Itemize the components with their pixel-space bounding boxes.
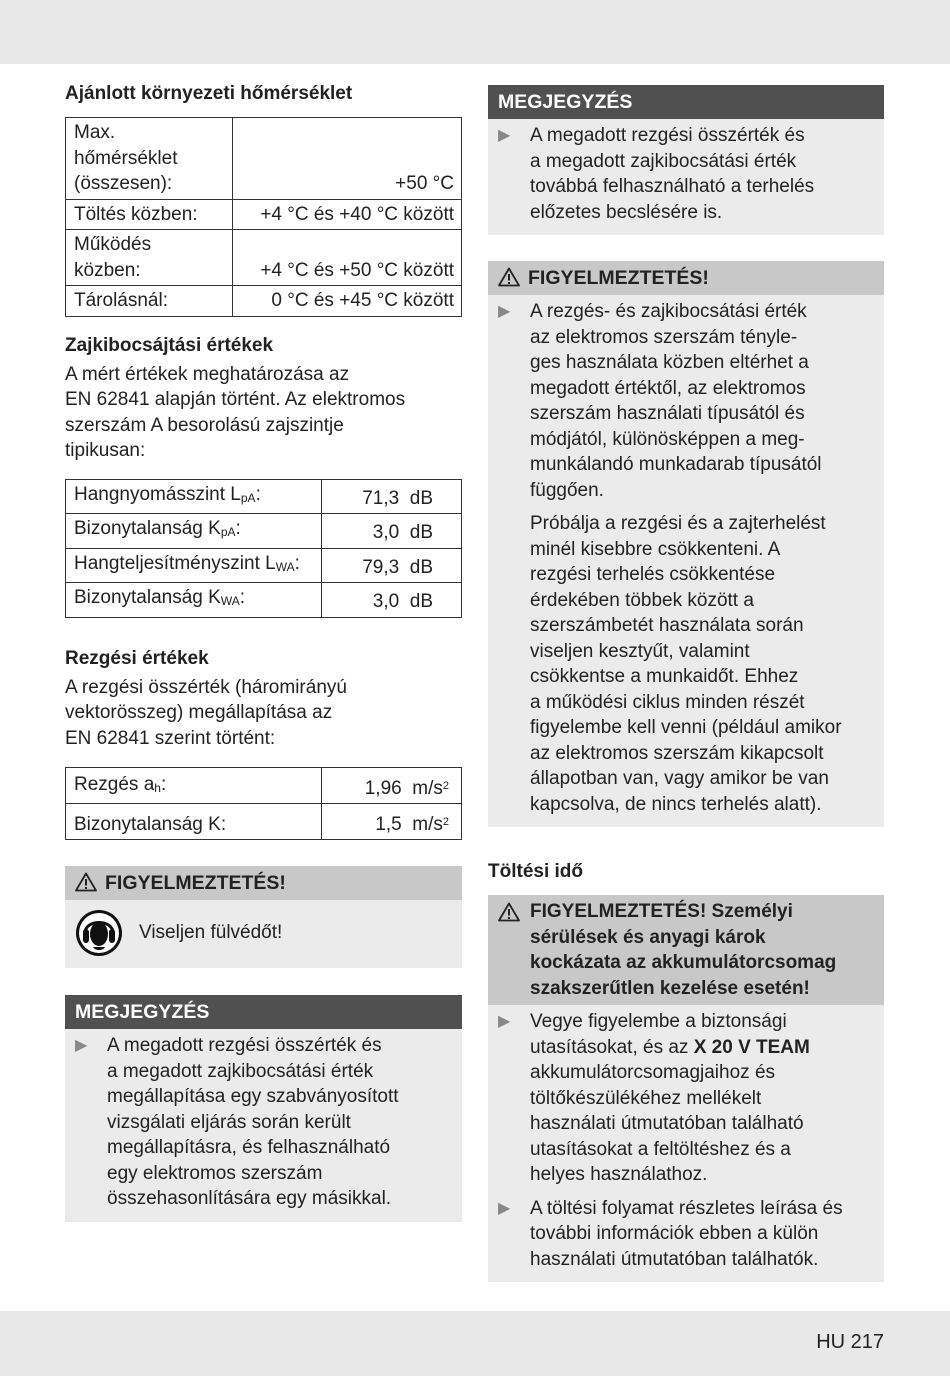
warning-body — [488, 295, 884, 827]
warning-header — [65, 866, 462, 900]
warning-text: A töltési folyamat részletes leírása és további információk ebben a külön használati útmutatóban találhatók. — [530, 1197, 843, 1270]
noise-table — [65, 479, 462, 618]
temperature-heading: Ajánlott környezeti hőmérséklet — [65, 83, 353, 104]
warning-title: FIGYELMEZTETÉS! — [528, 267, 709, 289]
note-text: A megadott rezgési összérték és a megadott zajkibocsátási érték megállapítása egy szabványosított vizsgálati eljárás során került megállapításra, és felhasználható egy elektromos szerszám összehasonlítására egy másikkal. — [107, 1035, 399, 1209]
warning-triangle-icon — [498, 267, 520, 287]
warning-body — [488, 1005, 884, 1282]
temp-label: Működés közben: — [66, 230, 233, 286]
arrow-bullet-icon: ▶ — [498, 303, 511, 320]
arrow-bullet-icon: ▶ — [498, 1199, 511, 1217]
noise-value: 3,0 dB — [322, 514, 462, 549]
temp-value: +50 °C — [233, 118, 462, 200]
warning-header — [488, 895, 884, 1005]
list-item — [498, 1009, 876, 1188]
page-number: HU 217 — [816, 1331, 884, 1353]
arrow-bullet-icon: ▶ — [498, 127, 511, 144]
temp-label: Max. hőmérséklet (összesen): — [66, 118, 233, 200]
table-row — [66, 286, 462, 317]
noise-value: 3,0 dB — [322, 583, 462, 618]
table-row — [66, 583, 462, 618]
warning-paragraph: Próbálja a rezgési és a zajterhelést minél kisebbre csökkenteni. A rezgési terhelés csökkentése érdekében többek között a szerszámbetét használata során viseljen kesztyűt, valamint csökkentse a munkaidőt. Ehhez a működési ciklus minden részét figyelembe kell venni (például amikor az elektromos szerszám kikapcsolt állapotban van, vagy amikor be van kapcsolva, de nincs terhelés alatt). — [530, 513, 842, 815]
right-column — [488, 85, 884, 1282]
warning-text: A rezgés- és zajkibocsátási érték az elektromos szerszám tényle- ges használata közben eltérhet a megadott értéktől, az elektromos szerszám használati típusától és módjától, különösképpen a meg- munkálandó munkadarab típusától függően. — [530, 301, 822, 501]
warning-box-vibration — [488, 261, 884, 827]
temp-value: +4 °C és +40 °C között — [233, 199, 462, 230]
warning-triangle-icon — [75, 872, 97, 892]
list-item — [75, 1033, 454, 1212]
left-column — [65, 80, 462, 1222]
note-box-right — [488, 85, 884, 235]
warning-body — [65, 900, 462, 968]
vibration-label: Bizonytalanság K: — [66, 804, 322, 840]
noise-label: Bizonytalanság $K_{pA}$: — [66, 514, 322, 549]
ear-protection-icon — [75, 909, 123, 957]
arrow-bullet-icon: ▶ — [75, 1037, 88, 1054]
table-row — [66, 230, 462, 286]
temp-label: Tárolásnál: — [66, 286, 233, 317]
temp-value: 0 °C és +45 °C között — [233, 286, 462, 317]
note-body — [65, 1029, 462, 1222]
noise-label: Hangnyomásszint $L_{pA}$: — [66, 479, 322, 514]
vibration-value: 1,96 $m/s^2$ — [322, 768, 462, 804]
noise-label: Bizonytalanság $K_{WA}$: — [66, 583, 322, 618]
warning-text: Vegye figyelembe a biztonsági utasításokat, és az X 20 V TEAM akkumulátorcsomagjaihoz és töltőkészülékéhez mellékelt használati útmutatóban található utasításokat a feltöltéshez és a helyes használathoz. — [530, 1011, 810, 1185]
warning-box-ear — [65, 866, 462, 968]
table-row — [66, 514, 462, 549]
table-row — [66, 548, 462, 583]
noise-heading: Zajkibocsájtási értékek — [65, 334, 274, 356]
note-header: MEGJEGYZÉS — [65, 995, 462, 1029]
list-item — [498, 1196, 876, 1273]
table-row — [66, 768, 462, 804]
vibration-table — [65, 767, 462, 840]
noise-value: 79,3 dB — [322, 548, 462, 583]
vibration-value: 1,5 $m/s^2$ — [322, 804, 462, 840]
note-header: MEGJEGYZÉS — [488, 85, 884, 119]
warning-title: FIGYELMEZTETÉS! Személyi sérülések és anyagi károk kockázata az akkumulátorcsomag szakszerűtlen kezelése esetén! — [530, 901, 837, 999]
warning-text: Viseljen fülvédőt! — [139, 922, 283, 943]
vibration-label: Rezgés $a_h$: — [66, 768, 322, 804]
footer-band — [0, 1311, 950, 1376]
noise-text: A mért értékek meghatározása az EN 62841 alapján történt. Az elektromos szerszám A besorolású zajszintje tipikusan: — [65, 363, 406, 461]
warning-box-battery — [488, 895, 884, 1282]
noise-label: Hangteljesítményszint $L_{WA}$: — [66, 548, 322, 583]
temp-value: +4 °C és +50 °C között — [233, 230, 462, 286]
noise-value: 71,3 dB — [322, 479, 462, 514]
warning-title: FIGYELMEZTETÉS! — [105, 872, 286, 894]
charging-time-heading: Töltési idő — [488, 861, 583, 882]
warning-header — [488, 261, 884, 295]
arrow-bullet-icon: ▶ — [498, 1013, 511, 1030]
list-item — [498, 123, 876, 225]
table-row — [66, 804, 462, 840]
table-row — [66, 479, 462, 514]
temp-label: Töltés közben: — [66, 199, 233, 230]
note-text: A megadott rezgési összérték és a megadott zajkibocsátási érték továbbá felhasználható a terhelés előzetes becslésére is. — [530, 125, 815, 223]
note-box-left — [65, 995, 462, 1222]
note-body — [488, 119, 884, 235]
header-band — [0, 0, 950, 64]
temperature-table — [65, 117, 462, 317]
vibration-heading: Rezgési értékek — [65, 647, 209, 669]
warning-triangle-icon — [498, 902, 520, 922]
table-row — [66, 118, 462, 200]
list-item — [498, 299, 876, 503]
vibration-text: A rezgési összérték (háromirányú vektorösszeg) megállapítása az EN 62841 szerint történt: — [65, 676, 347, 749]
table-row — [66, 199, 462, 230]
